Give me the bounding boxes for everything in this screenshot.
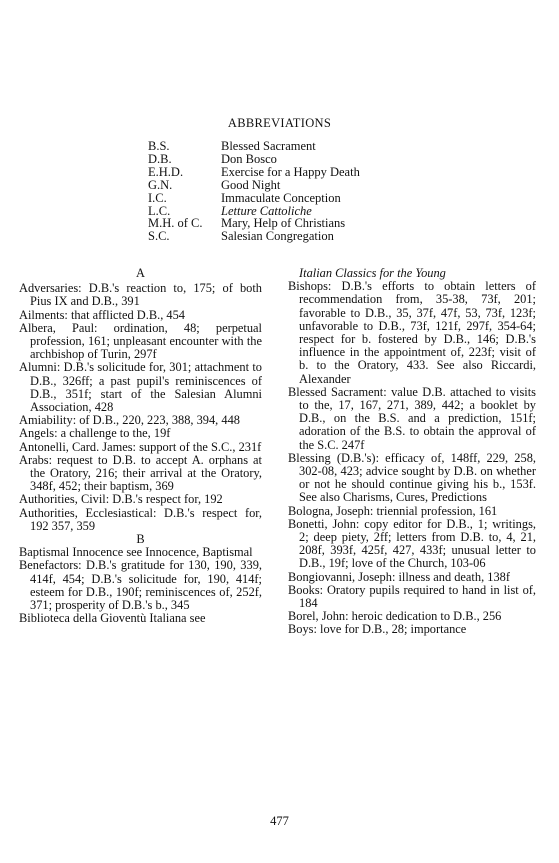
index-entry: Books: Oratory pupils required to hand in list of, 184	[288, 582, 536, 611]
page-number: 477	[270, 814, 289, 828]
index-entry: Albera, Paul: ordination, 48; perpetual profession, 161; unpleasant encounter with the archbishop of Turin, 297f	[19, 320, 262, 362]
abbreviations-title: ABBREVIATIONS	[227, 116, 332, 130]
index-entry: Antonelli, Card. James: support of the S.C., 231f	[19, 439, 262, 454]
index-entry: Biblioteca della Gioventù Italiana see	[19, 611, 206, 626]
abbreviation-code: E.H.D.	[148, 164, 184, 179]
index-entry: Angels: a challenge to the, 19f	[19, 426, 171, 441]
index-entry: Amiability: of D.B., 220, 223, 388, 394, 448	[19, 413, 240, 428]
abbreviation-code: I.C.	[148, 190, 167, 205]
abbreviation-code: S.C.	[148, 229, 170, 244]
abbreviation-code: D.B.	[148, 151, 172, 166]
index-entries-right	[288, 267, 536, 637]
abbreviation-row	[148, 179, 360, 192]
abbreviation-meaning: Salesian Congregation	[221, 229, 334, 244]
index-entry: Italian Classics for the Young	[299, 266, 446, 280]
abbreviation-meaning: Good Night	[221, 177, 281, 192]
index-entry: Authorities, Civil: D.B.'s respect for, 192	[19, 492, 223, 507]
abbreviation-meaning: Exercise for a Happy Death	[221, 164, 360, 179]
abbreviation-meaning: Blessed Sacrament	[221, 139, 316, 153]
index-letter-heading-b: B	[136, 532, 145, 547]
index-entry: Ailments: that afflicted D.B., 454	[19, 307, 185, 322]
index-entry: Baptismal Innocence see Innocence, Baptismal	[19, 545, 253, 560]
index-entry: Blessed Sacrament: value D.B. attached to visits to the, 17, 167, 271, 389, 442; a booklet by D.B., on the B.S. and a prediction, 151f; adoration of the B.S. to obtain the approval of the S.C. 247f	[288, 384, 536, 452]
abbreviation-code: L.C.	[148, 203, 171, 218]
index-entry: Bologna, Joseph: triennial profession, 161	[288, 503, 498, 518]
index-left-column	[19, 267, 262, 625]
index-entry: Authorities, Ecclesiastical: D.B.'s respect for, 192 357, 359	[19, 505, 262, 533]
abbreviation-row	[148, 140, 360, 153]
index-right-column	[288, 267, 536, 637]
index-entry: Blessing (D.B.'s): efficacy of, 148ff, 229, 258, 302-08, 423; advice sought by D.B. on whether or not he should continue giving his b., 153f. See also Charisms, Cures, Predictions	[288, 450, 536, 505]
index-entry: Alumni: D.B.'s solicitude for, 301; attachment to D.B., 326ff; a past pupil's reminiscences of D.B., 351f; start of the Salesian Alumni Association, 428	[19, 360, 262, 415]
index-entries-b	[19, 546, 262, 625]
abbreviations-table	[148, 140, 360, 243]
abbreviation-row	[148, 230, 360, 243]
abbreviation-code: B.S.	[148, 139, 170, 153]
abbreviation-code: G.N.	[148, 177, 173, 192]
index-entry: Boys: love for D.B., 28; importance	[288, 622, 467, 637]
abbreviation-row	[148, 192, 360, 205]
index-entry: Benefactors: D.B.'s gratitude for 130, 190, 339, 414f, 454; D.B.'s solicitude for, 190, 414f; esteem for D.B., 190f; reminiscences of, 252f, 371; prosperity of D.B.'s b., 345	[19, 558, 262, 613]
index-entries-a	[19, 282, 262, 533]
abbreviation-code: M.H. of C.	[148, 216, 203, 231]
abbreviation-meaning: Letture Cattoliche	[221, 203, 312, 218]
index-entry: Adversaries: D.B.'s reaction to, 175; of both Pius IX and D.B., 391	[19, 281, 262, 309]
index-letter-heading-a: A	[136, 266, 145, 280]
index-entry: Arabs: request to D.B. to accept A. orphans at the Oratory, 216; their arrival at the Oratory, 348f, 452; their baptism, 369	[19, 452, 262, 494]
abbreviation-meaning: Mary, Help of Christians	[221, 216, 346, 231]
index-entry: Bishops: D.B.'s efforts to obtain letters of recommendation from, 35-38, 73f, 201; favorable to D.B., 35, 37f, 47f, 53, 73f, 123f; unfavorable to D.B., 73f, 121f, 297f, 354-64; respect for b. fostered by D.B., 146; D.B.'s influence in the appointment of, 223f; visit of b. to the Oratory, 433. See also Riccardi, Alexander	[288, 279, 536, 386]
index-entry: Bonetti, John: copy editor for D.B., 1; writings, 2; deep piety, 2ff; letters from D.B. to, 4, 21, 208f, 393f, 425f, 427, 433f; unusual letter to D.B., 19f; love of the Church, 103-06	[288, 516, 536, 571]
abbreviation-row	[148, 166, 360, 179]
abbreviation-row	[148, 153, 360, 166]
abbreviation-meaning: Don Bosco	[221, 151, 277, 166]
index-entry: Bongiovanni, Joseph: illness and death, 138f	[288, 569, 510, 584]
abbreviation-meaning: Immaculate Conception	[221, 190, 341, 205]
index-entry: Borel, John: heroic dedication to D.B., 256	[288, 609, 502, 624]
